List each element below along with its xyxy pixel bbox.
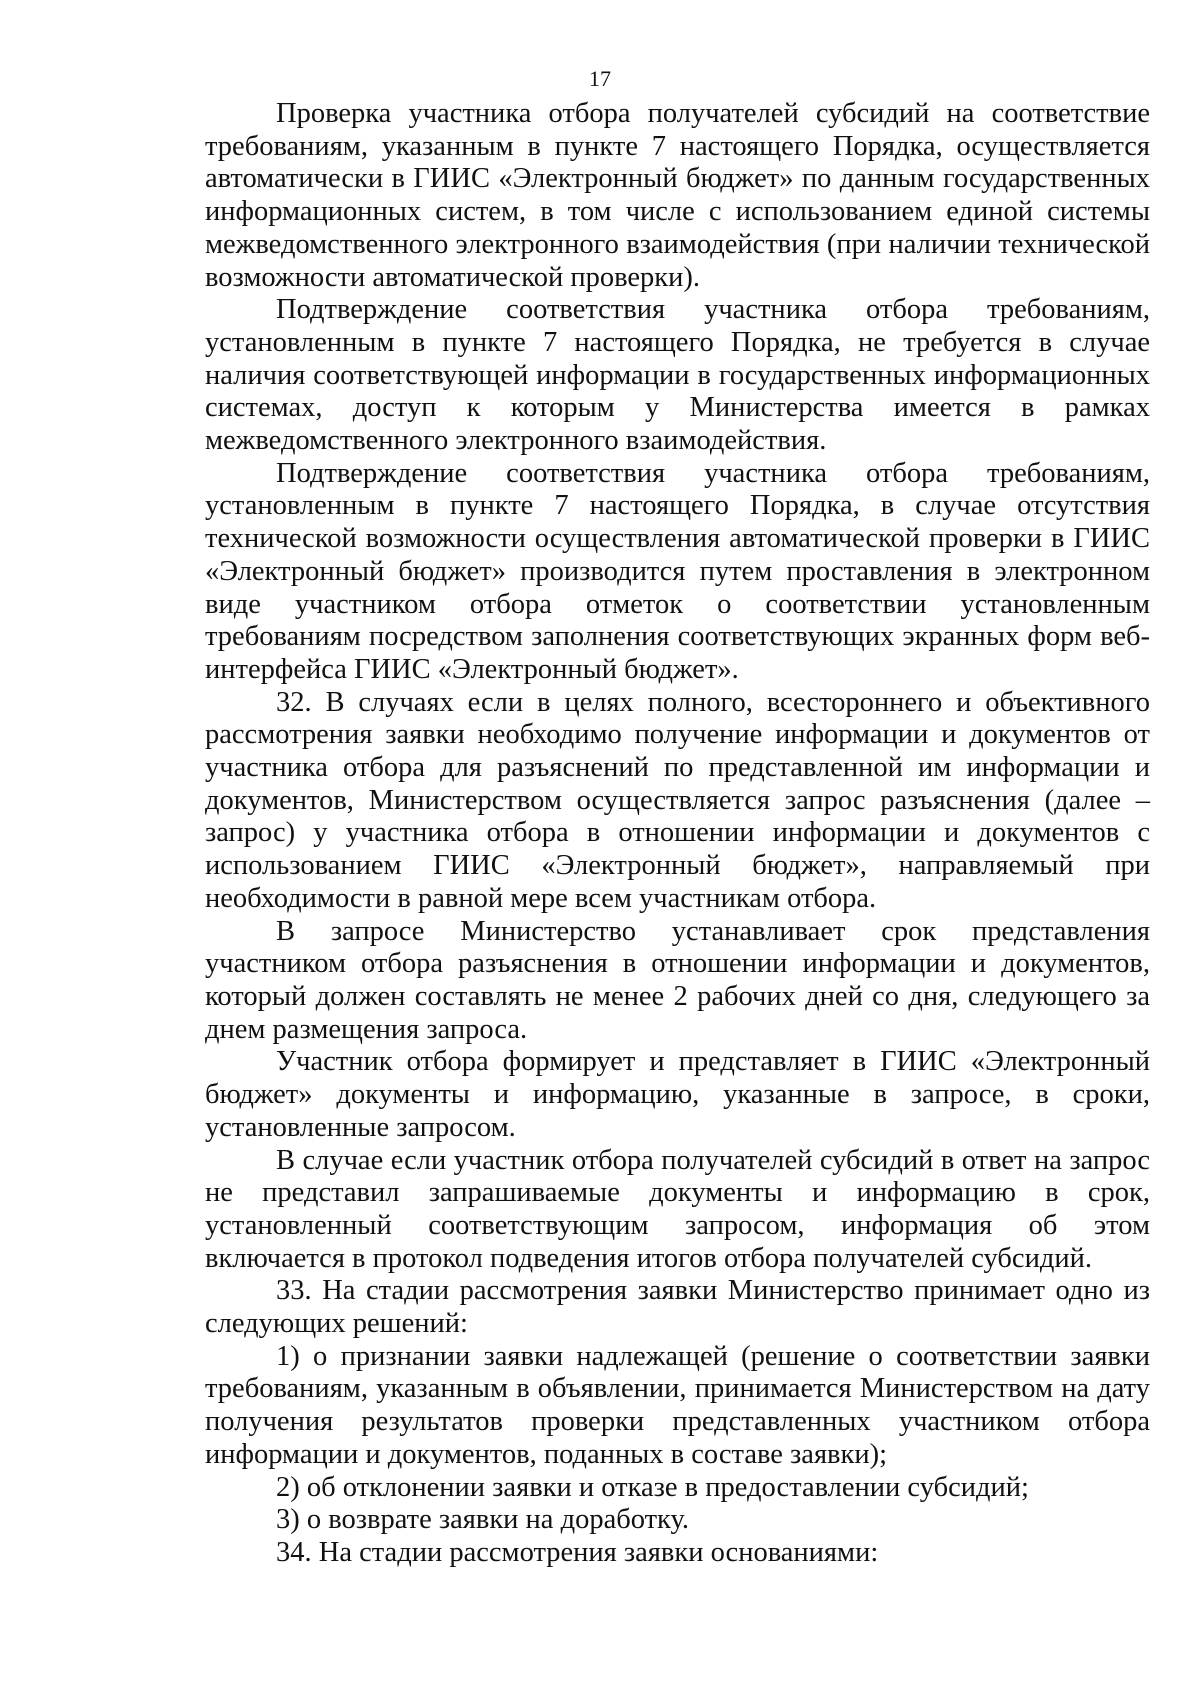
paragraph: В случае если участник отбора получателей субсидий в ответ на запрос не представил запрашиваемые документы и информацию в срок, установленный соответствующим запросом, информация об этом включается в протокол подведения итогов отбора получателей субсидий. bbox=[205, 1144, 1150, 1274]
paragraph: 33. На стадии рассмотрения заявки Министерство принимает одно из следующих решений: bbox=[205, 1275, 1150, 1340]
paragraph: Подтверждение соответствия участника отбора требованиям, установленным в пункте 7 настоящего Порядка, в случае отсутствия технической возможности осуществления автоматической проверки в ГИИС «Электронный бюджет» производится путем проставления в электронном виде участником отбора отметок о соответствии установленным требованиям посредством заполнения соответствующих экранных форм веб-интерфейса ГИИС «Электронный бюджет». bbox=[205, 457, 1150, 685]
paragraph: 32. В случаях если в целях полного, всестороннего и объективного рассмотрения заявки необходимо получение информации и документов от участника отбора для разъяснений по представленной им информации и документов, Министерством осуществляется запрос разъяснения (далее – запрос) у участника отбора в отношении информации и документов с использованием ГИИС «Электронный бюджет», направляемый при необходимости в равной мере всем участникам отбора. bbox=[205, 686, 1150, 914]
paragraph: Подтверждение соответствия участника отбора требованиям, установленным в пункте 7 настоящего Порядка, не требуется в случае наличия соответствующей информации в государственных информационных системах, доступ к которым у Министерства имеется в рамках межведомственного электронного взаимодействия. bbox=[205, 294, 1150, 457]
list-item: 2) об отклонении заявки и отказе в предоставлении субсидий; bbox=[276, 1471, 1029, 1503]
paragraph: В запросе Министерство устанавливает срок представления участником отбора разъяснения в отношении информации и документов, который должен составлять не менее 2 рабочих дней со дня, следующего за днем размещения запроса. bbox=[205, 915, 1150, 1045]
paragraph: 34. На стадии рассмотрения заявки основаниями: bbox=[276, 1536, 879, 1568]
paragraph: Участник отбора формирует и представляет в ГИИС «Электронный бюджет» документы и информацию, указанные в запросе, в сроки, установленные запросом. bbox=[205, 1046, 1150, 1143]
page-number: 17 bbox=[589, 66, 611, 91]
list-item: 3) о возврате заявки на доработку. bbox=[276, 1504, 690, 1536]
paragraph: Проверка участника отбора получателей субсидий на соответствие требованиям, указанным в пункте 7 настоящего Порядка, осуществляется автоматически в ГИИС «Электронный бюджет» по данным государственных информационных систем, в том числе с использованием единой системы межведомственного электронного взаимодействия (при наличии технической возможности автоматической проверки). bbox=[205, 98, 1150, 293]
document-body bbox=[205, 98, 1150, 1570]
list-item: 1) о признании заявки надлежащей (решение о соответствии заявки требованиям, указанным в объявлении, принимается Министерством на дату получения результатов проверки представленных участником отбора информации и документов, поданных в составе заявки); bbox=[205, 1340, 1150, 1470]
